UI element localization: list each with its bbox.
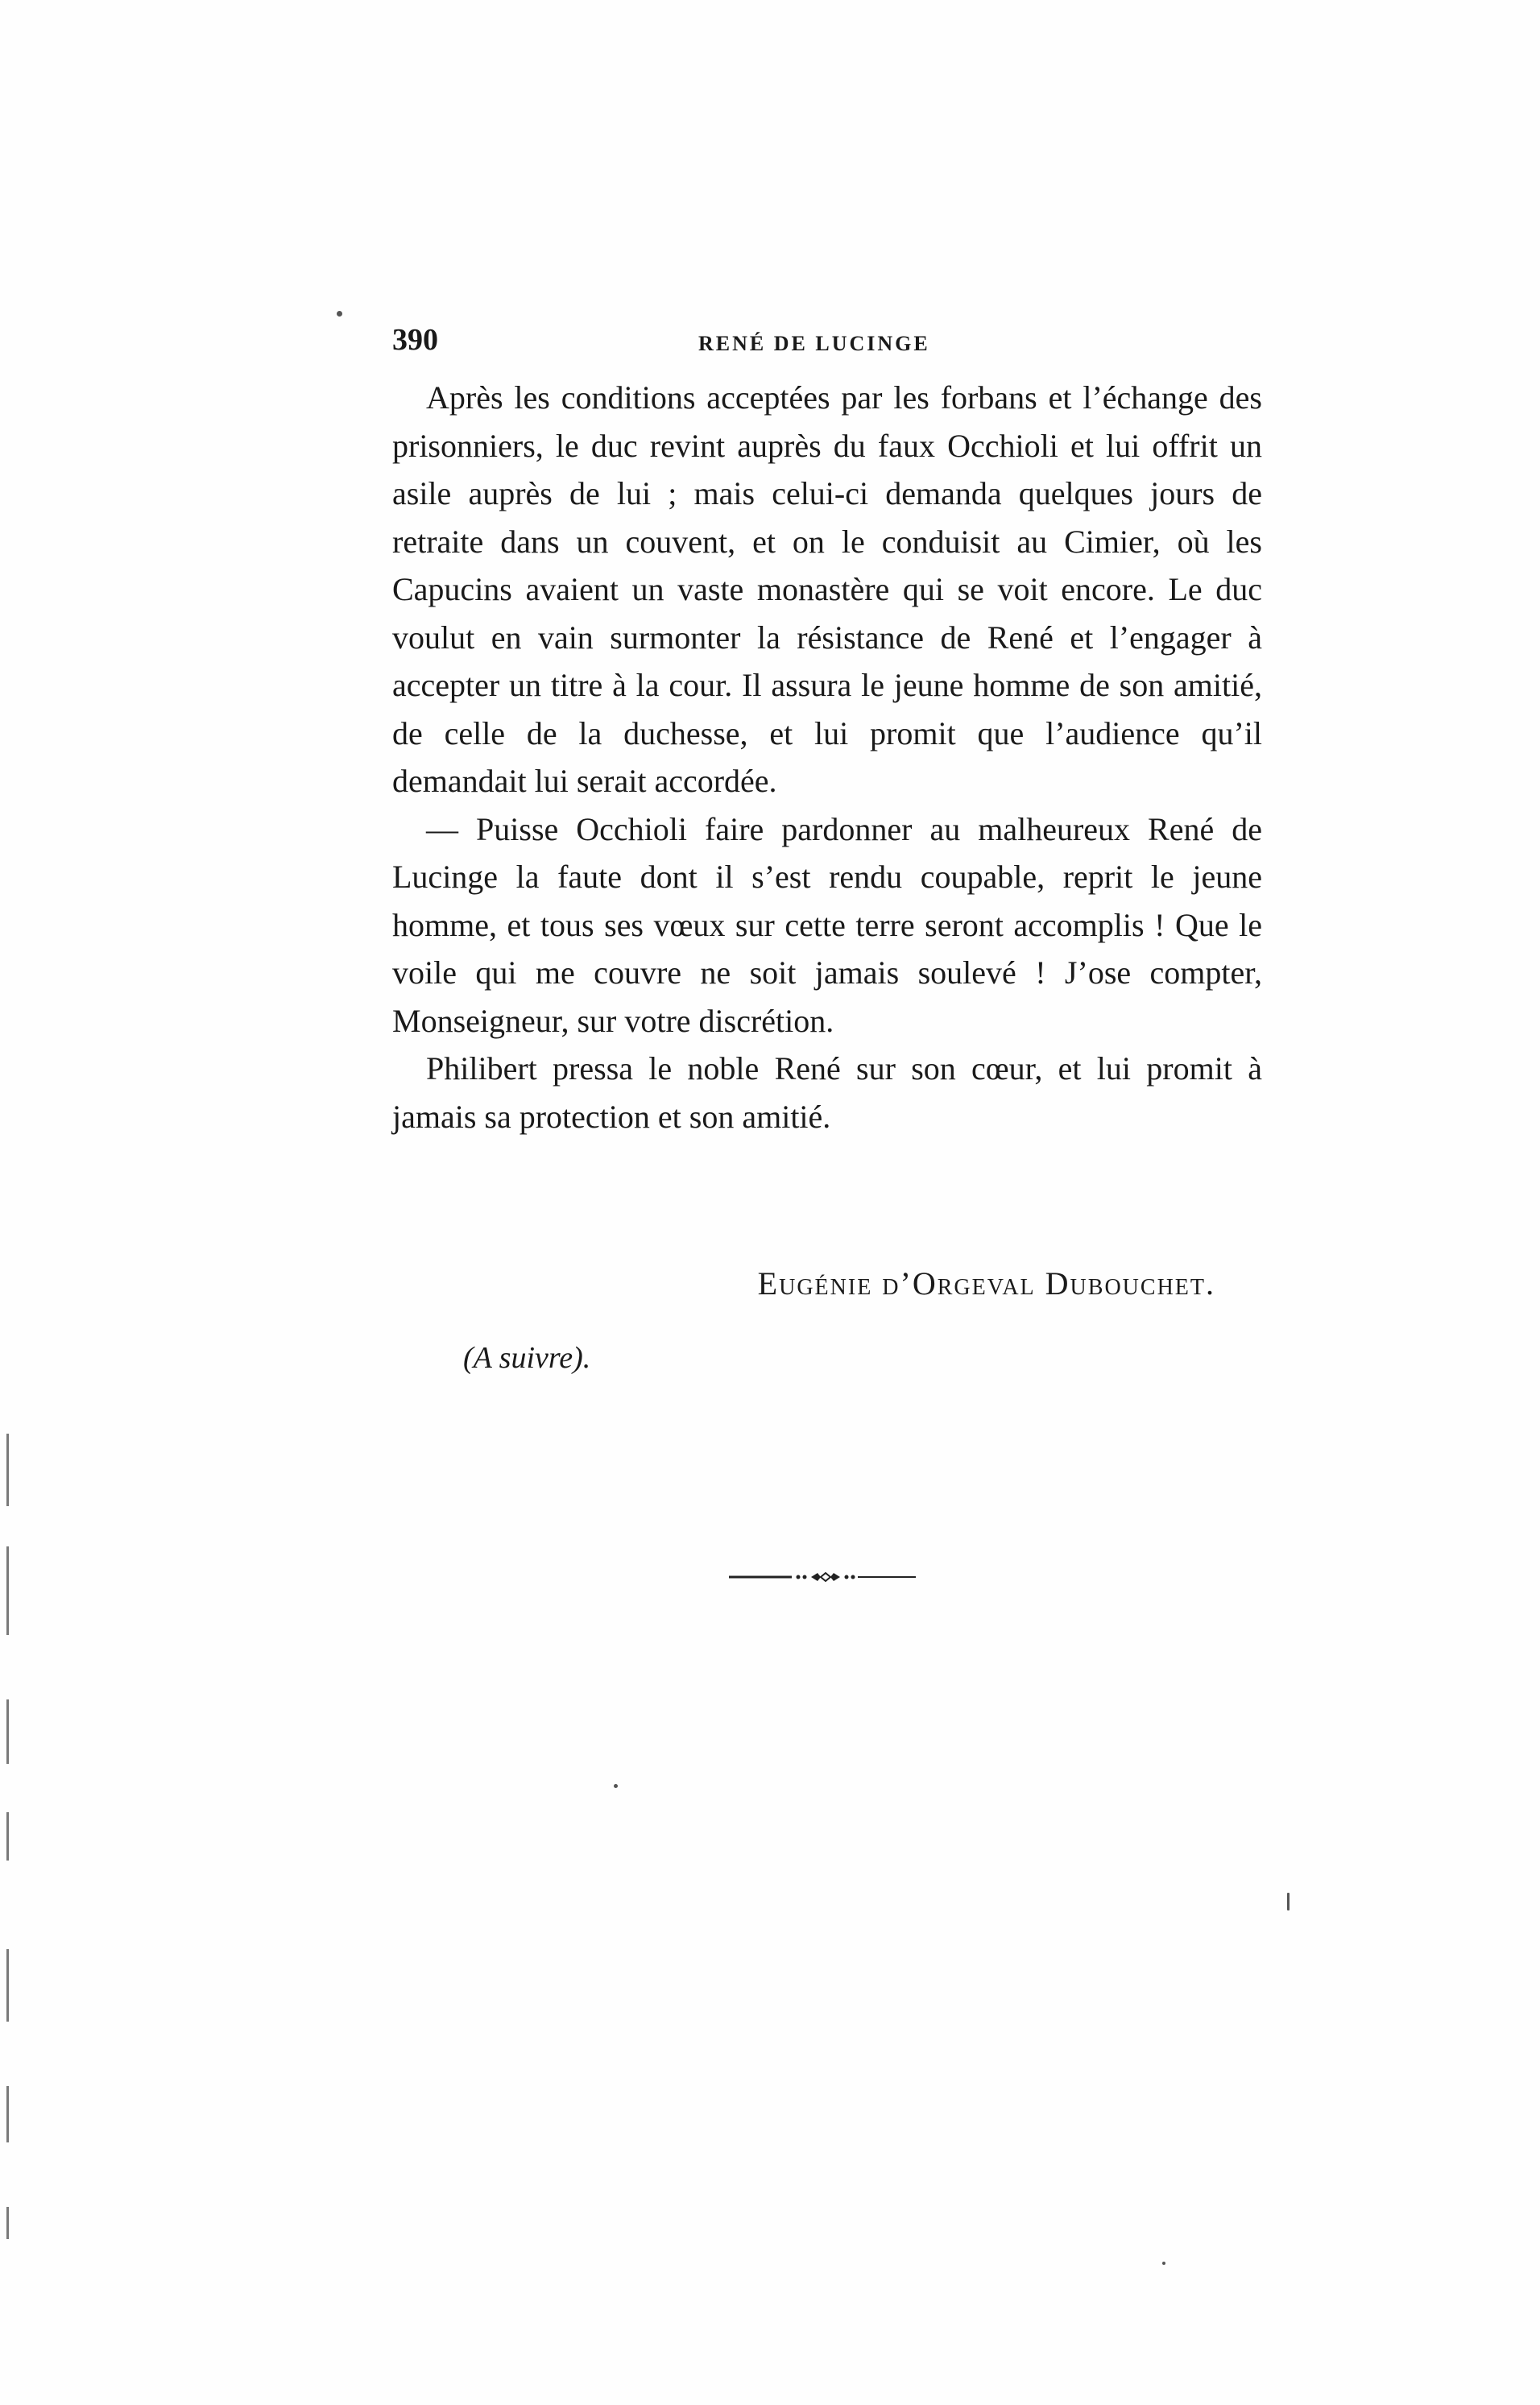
author-signature: Eugénie d’Orgeval Dubouchet. (757, 1265, 1215, 1302)
scan-speck (337, 311, 342, 317)
paragraph-2: — Puisse Occhioli faire pardonner au malheureux René de Lucinge la faute dont il s’est rendu coupable, reprit le jeune homme, et tous ses vœux sur cette terre seront accomplis ! Que le voile qui me couvre ne soit jamais soulevé ! J’ose compter, Monseigneur, sur votre discrétion. (392, 810, 1262, 1039)
scan-edge-mark (6, 1699, 9, 1764)
scan-edge-mark (6, 1546, 9, 1635)
page-number: 390 (392, 323, 438, 357)
scan-speck (614, 1784, 618, 1788)
scan-edge-mark (6, 2207, 9, 2239)
scan-speck (1287, 1893, 1290, 1910)
continuation-note: (A suivre). (463, 1341, 591, 1375)
scan-edge-mark (6, 1434, 9, 1506)
scan-edge-mark (6, 2086, 9, 2142)
scan-edge-mark (6, 1949, 9, 2022)
end-of-section-ornament-icon (729, 1572, 916, 1582)
paragraph-3: Philibert pressa le noble René sur son cœur, et lui promit à jamais sa protection et son amitié. (392, 1050, 1262, 1135)
scan-speck (1162, 2262, 1165, 2265)
paragraph-1: Après les conditions acceptées par les forbans et l’échange des prisonniers, le duc revint auprès du faux Occhioli et lui offrit un asile auprès de lui ; mais celui-ci demanda quelques jours de retraite dans un couvent, et on le conduisit au Cimier, où les Capucins avaient un vaste monastère qui se voit encore. Le duc voulut en vain surmonter la résistance de René et l’engager à accepter un titre à la cour. Il assura le jeune homme de son amitié, de celle de la duchesse, et lui promit que l’audience qu’il demandait lui serait accordée. (392, 379, 1262, 799)
running-title: RENÉ DE LUCINGE (698, 332, 930, 355)
scan-edge-mark (6, 1812, 9, 1861)
